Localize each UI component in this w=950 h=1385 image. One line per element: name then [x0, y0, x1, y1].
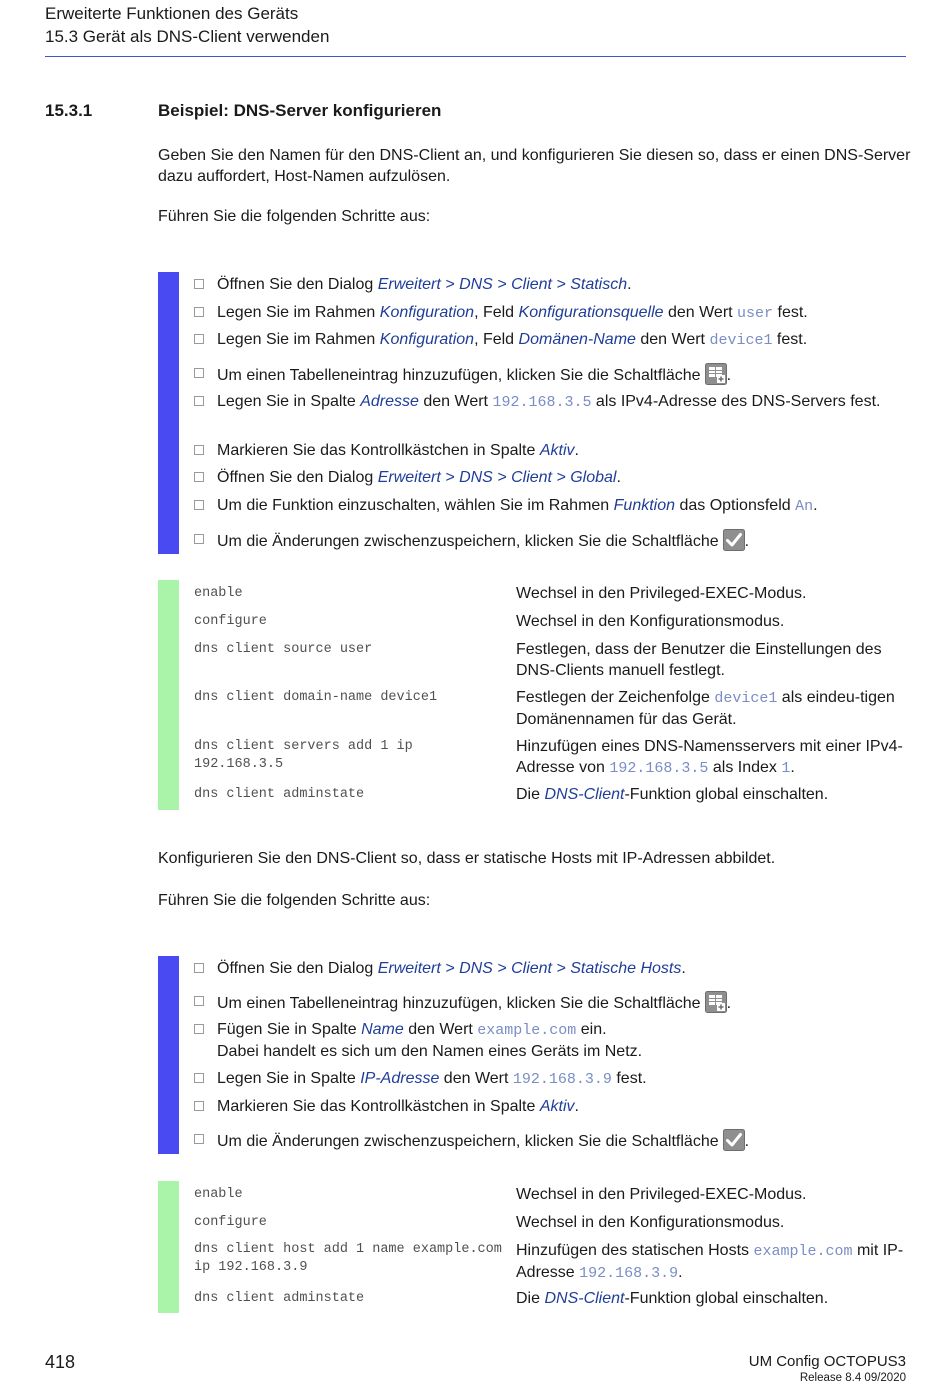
step-checkbox: [194, 1073, 204, 1083]
cli-description: Wechsel in den Konfigurationsmodus.: [516, 613, 785, 630]
intro-paragraph-2: Konfigurieren Sie den DNS-Client so, dass er statische Hosts mit IP-Adressen abbildet.: [158, 850, 776, 867]
cli-command: configure: [194, 614, 267, 629]
steps-bar-1: [158, 272, 179, 554]
cli-bar-2: [158, 1181, 179, 1313]
steps-bar-2: [158, 956, 179, 1154]
steps-intro-1: Führen Sie die folgenden Schritte aus:: [158, 208, 431, 225]
step-item: Öffnen Sie den Dialog Erweitert > DNS > Client > Statische Hosts.: [194, 958, 904, 979]
step-checkbox: [194, 368, 204, 378]
header-rule: [45, 56, 906, 57]
header-chapter: Erweiterte Funktionen des Geräts: [45, 4, 299, 23]
step-item: Um die Funktion einzuschalten, wählen Sie im Rahmen Funktion das Optionsfeld An.: [194, 495, 904, 517]
step-checkbox: [194, 472, 204, 482]
step-checkbox: [194, 500, 204, 510]
cli-command: dns client adminstate: [194, 787, 365, 802]
step-checkbox: [194, 307, 204, 317]
section-number: 15.3.1: [45, 101, 93, 120]
cli-description: Die DNS-Client-Funktion global einschalten.: [516, 786, 829, 803]
step-checkbox: [194, 445, 204, 455]
release-info: Release 8.4 09/2020: [799, 1372, 906, 1384]
step-checkbox: [194, 279, 204, 289]
cli-command: dns client adminstate: [194, 1291, 365, 1306]
cli-command: dns client source user: [194, 642, 373, 657]
step-item: Um einen Tabelleneintrag hinzuzufügen, klicken Sie die Schaltfläche .: [194, 991, 904, 1019]
cli-description: Festlegen der Zeichenfolge device1 als eindeu-tigen Domänennamen für das Gerät.: [516, 689, 895, 728]
save-checkmark-icon: [723, 529, 745, 557]
add-table-row-icon: [705, 991, 727, 1019]
cli-command: dns client host add 1 name example.com ip 192.168.3.9: [194, 1242, 502, 1275]
steps-intro-2: Führen Sie die folgenden Schritte aus:: [158, 892, 431, 909]
cli-command: dns client domain-name device1: [194, 690, 438, 705]
cli-command: dns client servers add 1 ip 192.168.3.5: [194, 739, 413, 772]
cli-description: Wechsel in den Privileged-EXEC-Modus.: [516, 585, 807, 602]
cli-description: Hinzufügen eines DNS-Namensservers mit einer IPv4-Adresse von 192.168.3.5 als Index 1.: [516, 738, 903, 777]
document-title: UM Config OCTOPUS3: [748, 1353, 906, 1370]
step-item: Legen Sie in Spalte Adresse den Wert 192.168.3.5 als IPv4-Adresse des DNS-Servers fest.: [194, 391, 904, 413]
step-item: Markieren Sie das Kontrollkästchen in Spalte Aktiv.: [194, 1096, 904, 1117]
cli-description: Wechsel in den Privileged-EXEC-Modus.: [516, 1186, 807, 1203]
step-checkbox: [194, 963, 204, 973]
step-checkbox: [194, 1134, 204, 1144]
intro-paragraph-1: Geben Sie den Namen für den DNS-Client an, und konfigurieren Sie diesen so, dass er einen DNS-Server dazu auffordert, Host-Namen aufzulösen.: [158, 147, 911, 185]
cli-description: Die DNS-Client-Funktion global einschalten.: [516, 1290, 829, 1307]
cli-description: Hinzufügen des statischen Hosts example.com mit IP-Adresse 192.168.3.9.: [516, 1242, 904, 1282]
step-item: Öffnen Sie den Dialog Erweitert > DNS > Client > Statisch.: [194, 274, 904, 295]
step-item: Um die Änderungen zwischenzuspeichern, klicken Sie die Schaltfläche .: [194, 1129, 904, 1157]
header-section: 15.3 Gerät als DNS-Client verwenden: [45, 27, 330, 46]
cli-description: Wechsel in den Konfigurationsmodus.: [516, 1214, 785, 1231]
step-item: Um einen Tabelleneintrag hinzuzufügen, klicken Sie die Schaltfläche .: [194, 363, 904, 391]
page-number: 418: [45, 1352, 76, 1372]
step-checkbox: [194, 396, 204, 406]
add-table-row-icon: [705, 363, 727, 391]
cli-command: enable: [194, 1187, 243, 1202]
step-checkbox: [194, 996, 204, 1006]
cli-command: enable: [194, 586, 243, 601]
step-checkbox: [194, 334, 204, 344]
cli-description: Festlegen, dass der Benutzer die Einstellungen des DNS-Clients manuell festlegt.: [516, 641, 882, 679]
step-checkbox: [194, 534, 204, 544]
step-item: Legen Sie in Spalte IP-Adresse den Wert 192.168.3.9 fest.: [194, 1068, 904, 1090]
step-item: Um die Änderungen zwischenzuspeichern, klicken Sie die Schaltfläche .: [194, 529, 904, 557]
step-item: Öffnen Sie den Dialog Erweitert > DNS > Client > Global.: [194, 467, 904, 488]
section-title: Beispiel: DNS-Server konfigurieren: [158, 101, 442, 120]
cli-command: configure: [194, 1215, 267, 1230]
cli-bar-1: [158, 580, 179, 810]
step-checkbox: [194, 1024, 204, 1034]
step-item: Markieren Sie das Kontrollkästchen in Spalte Aktiv.: [194, 440, 904, 461]
step-checkbox: [194, 1101, 204, 1111]
step-item: Fügen Sie in Spalte Name den Wert example.com ein. Dabei handelt es sich um den Namen eines Geräts im Netz.: [194, 1019, 904, 1062]
save-checkmark-icon: [723, 1129, 745, 1157]
step-item: Legen Sie im Rahmen Konfiguration, Feld Konfigurationsquelle den Wert user fest.: [194, 302, 904, 324]
step-item: Legen Sie im Rahmen Konfiguration, Feld Domänen-Name den Wert device1 fest.: [194, 329, 904, 351]
